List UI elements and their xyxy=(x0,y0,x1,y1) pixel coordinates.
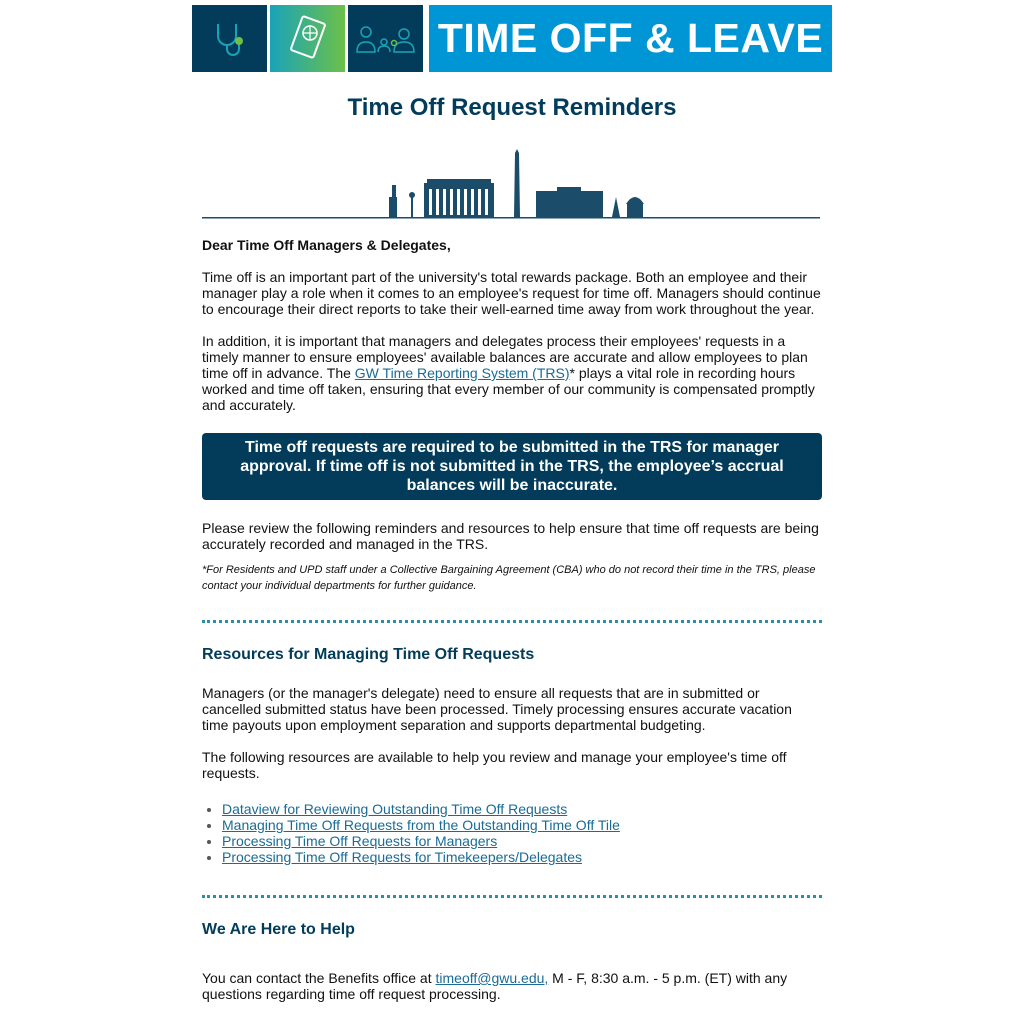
resource-list-item xyxy=(222,833,822,849)
stethoscope-tile xyxy=(192,5,267,72)
dotted-divider xyxy=(202,895,822,898)
resources-paragraph: Managers (or the manager's delegate) need to ensure all requests that are in submitted or cancelled submitted status have been processed. Timely processing ensures accurate vacation time payouts upon employment separation and supports departmental budgeting. xyxy=(202,685,792,733)
dc-skyline-illustration xyxy=(202,147,820,219)
trs-link[interactable]: GW Time Reporting System (TRS) xyxy=(354,365,570,381)
help-paragraph: You can contact the Benefits office at timeoff@gwu.edu, M - F, 8:30 a.m. - 5 p.m. (ET) with any questions regarding time off request processing. xyxy=(202,970,788,1002)
passport-icon xyxy=(286,15,330,63)
dotted-divider xyxy=(202,620,822,623)
help-heading: We Are Here to Help xyxy=(202,921,355,938)
page-title: Time Off Request Reminders xyxy=(347,94,677,121)
callout-box: Time off requests are required to be submitted in the TRS for manager approval. If time off is not submitted in the TRS, the employee’s accrual balances will be inaccurate. xyxy=(202,433,822,500)
resources-intro: The following resources are available to help you review and manage your employee's time off requests. xyxy=(202,749,787,781)
banner-title: TIME OFF & LEAVE xyxy=(429,5,832,72)
header-banner xyxy=(192,5,832,72)
family-icon xyxy=(356,24,416,54)
review-paragraph: Please review the following reminders and resources to help ensure that time off requests are being accurately recorded and managed in the TRS. xyxy=(202,520,819,552)
resource-links-list xyxy=(202,801,822,865)
resource-list-item xyxy=(222,801,822,817)
resource-list-item xyxy=(222,849,822,865)
trs-paragraph: In addition, it is important that managers and delegates process their employees' requests in a timely manner to ensure employees' available balances are accurate and allow employees to plan time off in advance. The GW Time Reporting System (TRS)* plays a vital role in recording hours worked and time off taken, ensuring that every member of our community is compensated promptly and accurately. xyxy=(202,333,815,413)
footnote: *For Residents and UPD staff under a Collective Bargaining Agreement (CBA) who do not record their time in the TRS, please contact your individual departments for further guidance. xyxy=(202,564,816,592)
resource-link[interactable]: Processing Time Off Requests for Managers xyxy=(222,833,498,849)
resource-list-item xyxy=(222,817,822,833)
family-tile xyxy=(348,5,423,72)
email-link[interactable]: timeoff@gwu.edu, xyxy=(435,970,549,986)
passport-tile xyxy=(270,5,345,72)
resource-link[interactable]: Dataview for Reviewing Outstanding Time Off Requests xyxy=(222,801,568,817)
greeting: Dear Time Off Managers & Delegates, xyxy=(202,237,451,253)
stethoscope-icon xyxy=(210,19,250,59)
resources-heading: Resources for Managing Time Off Requests xyxy=(202,646,535,663)
resource-link[interactable]: Processing Time Off Requests for Timekeepers/Delegates xyxy=(222,849,583,865)
resource-link[interactable]: Managing Time Off Requests from the Outstanding Time Off Tile xyxy=(222,817,620,833)
email-body xyxy=(192,5,832,1002)
intro-paragraph: Time off is an important part of the university's total rewards package. Both an employee and their manager play a role when it comes to an employee's request for time off. Managers should continue to encourage their direct reports to take their well-earned time away from work throughout the year. xyxy=(202,269,821,317)
content xyxy=(192,237,832,1002)
